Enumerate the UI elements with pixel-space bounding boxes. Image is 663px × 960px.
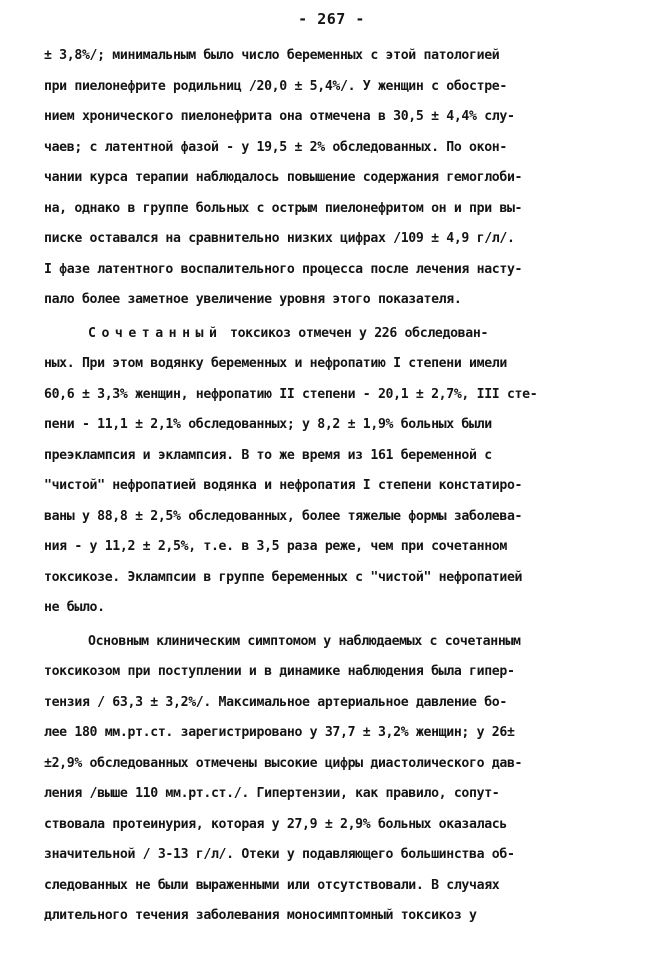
- text-line: пало более заметное увеличение уровня этого показателя.: [44, 292, 462, 307]
- text-line: значительной / 3-13 г/л/. Отеки у подавляющего большинства об-: [44, 847, 515, 862]
- text-line: при пиелонефрите родильниц /20,0 ± 5,4%/. У женщин с обостре-: [44, 78, 507, 94]
- text-line: ± 3,8%/; минимальным было число беременных с этой патологией: [44, 48, 500, 63]
- text-line: ных. При этом водянку беременных и нефропатию I степени имели: [44, 356, 507, 371]
- text-line: длительного течения заболевания моносимптомный токсикоз у: [44, 908, 477, 923]
- text-line: токсикозом при поступлении и в динамике наблюдения была гипер-: [44, 664, 515, 679]
- page-number: - 267 -: [298, 10, 365, 28]
- paragraph-1: [44, 41, 629, 316]
- text-line: преэклампсия и эклампсия. В то же время из 161 беременной с: [44, 447, 492, 463]
- spaced-emphasis-word: Сочетанный: [88, 325, 223, 341]
- text-line: I фазе латентного воспалительного процесса после лечения насту-: [44, 261, 523, 277]
- text-line: тензия / 63,3 ± 3,2%/. Максимальное артериальное давление бо-: [44, 694, 507, 710]
- text-line: 60,6 ± 3,3% женщин, нефропатию II степени - 20,1 ± 2,7%, III сте-: [44, 386, 538, 402]
- text-line: ления /выше 110 мм.рт.ст./. Гипертензии, как правило, сопут-: [44, 786, 500, 801]
- text-line: чаев; с латентной фазой - у 19,5 ± 2% обследованных. По окон-: [44, 139, 507, 155]
- paragraph-2: [44, 319, 629, 624]
- text-line: на, однако в группе больных с острым пиелонефритом он и при вы-: [44, 200, 523, 216]
- body-text: [44, 41, 629, 932]
- text-line-first: Основным клиническим симптомом у наблюдаемых с сочетанным: [88, 633, 521, 649]
- text-line: писке оставался на сравнительно низких цифрах /109 ± 4,9 г/л/.: [44, 231, 515, 246]
- text-line-first: [44, 319, 629, 350]
- text-line: пени - 11,1 ± 2,1% обследованных; у 8,2 ± 1,9% больных были: [44, 417, 492, 432]
- text-line: чании курса терапии наблюдалось повышение содержания гемоглоби-: [44, 170, 523, 185]
- text-line: не было.: [44, 600, 105, 615]
- text-line: лее 180 мм.рт.ст. зарегистрировано у 37,7 ± 3,2% женщин; у 26±: [44, 725, 515, 740]
- first-line-rest: токсикоз отмечен у 226 обследован-: [230, 325, 489, 341]
- text-line: токсикозе. Эклампсии в группе беременных с "чистой" нефропатией: [44, 569, 523, 585]
- text-line: ±2,9% обследованных отмечены высокие цифры диастолического дав-: [44, 755, 523, 771]
- text-line: "чистой" нефропатией водянка и нефропатия I степени констатиро-: [44, 478, 523, 493]
- text-line: ния - у 11,2 ± 2,5%, т.е. в 3,5 раза реже, чем при сочетанном: [44, 539, 507, 554]
- text-line: нием хронического пиелонефрита она отмечена в 30,5 ± 4,4% слу-: [44, 109, 515, 124]
- text-line: ваны у 88,8 ± 2,5% обследованных, более тяжелые формы заболева-: [44, 508, 523, 524]
- text-line: следованных не были выраженными или отсутствовали. В случаях: [44, 877, 500, 893]
- paragraph-3: [44, 627, 629, 932]
- text-line: ствовала протеинурия, которая у 27,9 ± 2,9% больных оказалась: [44, 816, 507, 832]
